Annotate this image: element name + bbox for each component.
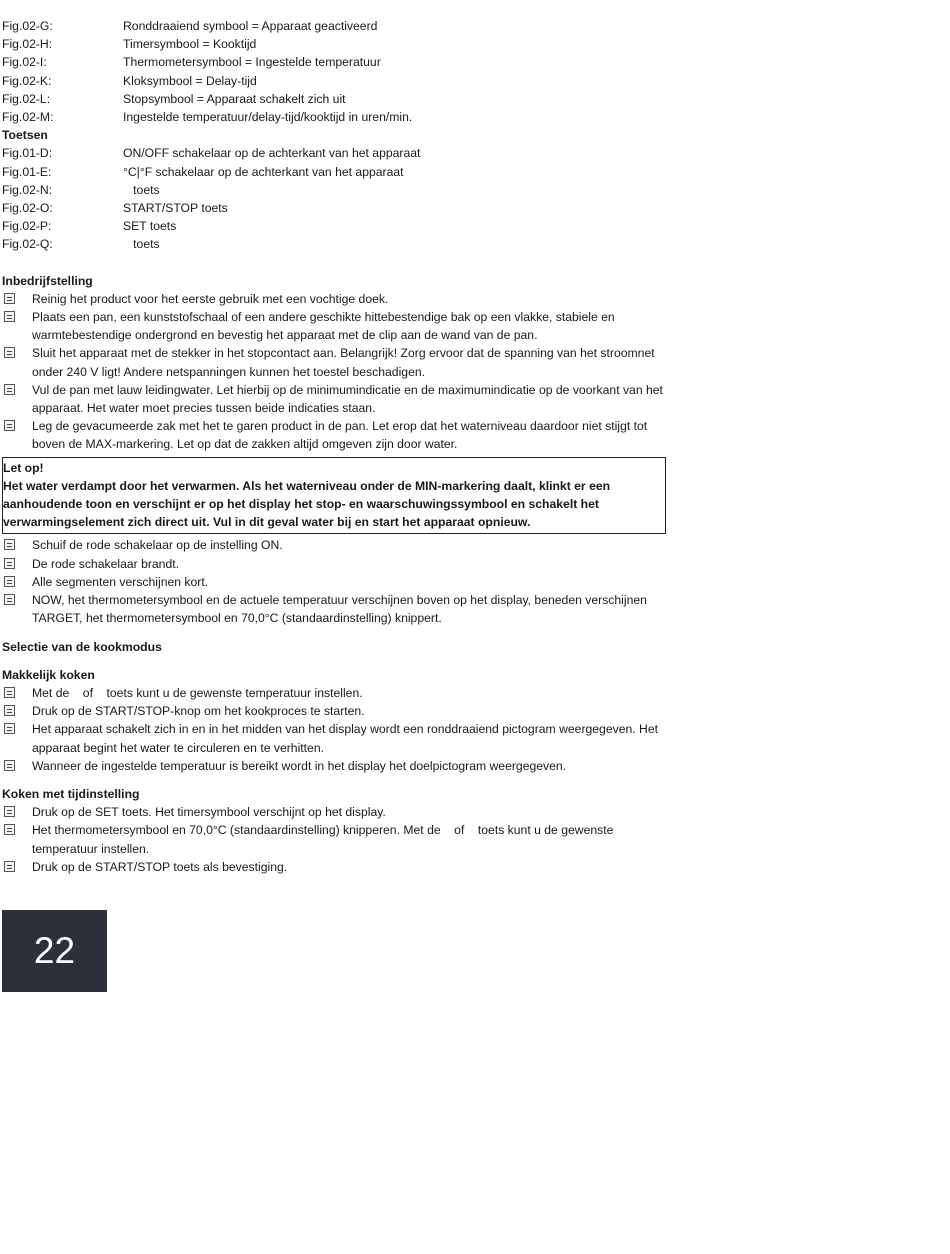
legend-row: [2, 181, 672, 199]
legend-row: [2, 163, 672, 181]
legend-text: ON/OFF schakelaar op de achterkant van het apparaat: [123, 146, 421, 161]
step-text: Het apparaat schakelt zich in en in het midden van het display wordt een ronddraaiend pictogram weergegeven. Het apparaat begint het water te circuleren en te verhitten.: [32, 722, 659, 755]
legend-row: [2, 72, 672, 90]
legend-row: [2, 53, 672, 71]
list-item: [2, 381, 672, 417]
fig-ref: Fig.01-E:: [2, 164, 52, 179]
fig-ref: Fig.02-O:: [2, 201, 53, 216]
legend-text: Stopsymbool = Apparaat schakelt zich uit: [123, 91, 346, 106]
legend-text: SET toets: [123, 219, 177, 234]
legend-text: Ingestelde temperatuur/delay-tijd/kooktijd in uren/min.: [123, 110, 413, 125]
warning-box: [2, 457, 666, 535]
step-icon: [2, 308, 32, 344]
legend-text: toets: [123, 182, 160, 197]
step-text: Sluit het apparaat met de stekker in het stopcontact aan. Belangrijk! Zorg ervoor dat de spanning van het stroomnet onder 240 V ligt! Andere netspanningen kunnen het toestel beschadigen.: [32, 346, 655, 379]
step-text: Reinig het product voor het eerste gebruik met een vochtige doek.: [32, 291, 389, 306]
step-icon: [2, 417, 32, 453]
list-item: [2, 555, 672, 573]
fig-ref: Fig.01-D:: [2, 146, 53, 161]
page-number: 22: [2, 910, 107, 992]
step-icon: [2, 591, 32, 627]
legend-row: [2, 217, 672, 235]
fig-ref: Fig.02-M:: [2, 110, 54, 125]
step-icon: [2, 684, 32, 702]
legend-row: [2, 17, 672, 35]
step-icon: [2, 344, 32, 380]
fig-ref: Fig.02-Q:: [2, 237, 53, 252]
keys-heading: Toetsen: [2, 128, 48, 143]
step-text: Alle segmenten verschijnen kort.: [32, 574, 209, 589]
timed-heading: Koken met tijdinstelling: [2, 786, 140, 801]
setup-heading: Inbedrijfstelling: [2, 273, 93, 288]
easy-steps: [2, 684, 672, 775]
step-text: Leg de gevacumeerde zak met het te garen product in de pan. Let erop dat het waterniveau daardoor niet stijgt tot boven de MAX-markering. Let op dat de zakken altijd omgeven zijn door water.: [32, 419, 648, 452]
legend-row: [2, 144, 672, 162]
list-item: [2, 720, 672, 756]
warning-text: Het water verdampt door het verwarmen. Als het waterniveau onder de MIN-markering daalt, klinkt er een aanhoudende toon en verschijnt er op het display het stop- en waarschuwingssymbool en schakelt het verwarmingselement zich direct uit. Vul in dit geval water bij en start het apparaat opnieuw.: [3, 478, 611, 530]
startup-steps: [2, 536, 672, 627]
fig-ref: Fig.02-P:: [2, 219, 52, 234]
timed-steps: [2, 803, 672, 876]
warning-title: Let op!: [3, 460, 44, 475]
list-item: [2, 290, 672, 308]
keys-legend: [2, 144, 672, 253]
step-icon: [2, 290, 32, 308]
list-item: [2, 702, 672, 720]
fig-ref: Fig.02-K:: [2, 73, 52, 88]
list-item: [2, 573, 672, 591]
list-item: [2, 858, 672, 876]
step-text: Schuif de rode schakelaar op de instelling ON.: [32, 538, 283, 553]
step-icon: [2, 381, 32, 417]
list-item: [2, 591, 672, 627]
step-text: Druk op de START/STOP toets als bevestiging.: [32, 859, 288, 874]
step-text: Met de of toets kunt u de gewenste temperatuur instellen.: [32, 685, 363, 700]
step-icon: [2, 720, 32, 756]
fig-ref: Fig.02-N:: [2, 182, 53, 197]
step-text: De rode schakelaar brandt.: [32, 556, 180, 571]
fig-ref: Fig.02-L:: [2, 91, 51, 106]
step-text: Druk op de START/STOP-knop om het kookproces te starten.: [32, 704, 365, 719]
legend-text: toets: [123, 237, 160, 252]
list-item: [2, 417, 672, 453]
legend-text: Thermometersymbool = Ingestelde temperatuur: [123, 55, 381, 70]
step-icon: [2, 702, 32, 720]
list-item: [2, 803, 672, 821]
step-icon: [2, 803, 32, 821]
step-text: Druk op de SET toets. Het timersymbool verschijnt op het display.: [32, 805, 386, 820]
fig-ref: Fig.02-H:: [2, 37, 53, 52]
step-icon: [2, 555, 32, 573]
legend-row: [2, 90, 672, 108]
legend-row: [2, 35, 672, 53]
mode-heading: Selectie van de kookmodus: [2, 639, 162, 654]
legend-text: Kloksymbool = Delay-tijd: [123, 73, 257, 88]
list-item: [2, 308, 672, 344]
step-icon: [2, 858, 32, 876]
step-icon: [2, 757, 32, 775]
fig-ref: Fig.02-G:: [2, 19, 53, 33]
step-text: Het thermometersymbool en 70,0°C (standaardinstelling) knipperen. Met de of toets kunt u de gewenste temperatuur instellen.: [32, 823, 617, 856]
legend-text: START/STOP toets: [123, 201, 228, 216]
legend-text: Timersymbool = Kooktijd: [123, 37, 257, 52]
list-item: [2, 536, 672, 554]
list-item: [2, 344, 672, 380]
step-icon: [2, 573, 32, 591]
easy-heading: Makkelijk koken: [2, 667, 95, 682]
legend-row: [2, 199, 672, 217]
step-icon: [2, 536, 32, 554]
step-text: Vul de pan met lauw leidingwater. Let hierbij op de minimumindicatie en de maximumindicatie op de voorkant van het apparaat. Het water moet precies tussen beide indicaties staan.: [32, 382, 663, 416]
legend-row: [2, 235, 672, 253]
symbol-legend: [2, 17, 672, 126]
list-item: [2, 684, 672, 702]
legend-row: [2, 108, 672, 126]
legend-text: Ronddraaiend symbool = Apparaat geactiveerd: [123, 19, 378, 33]
step-icon: [2, 821, 32, 857]
legend-text: °C|°F schakelaar op de achterkant van het apparaat: [123, 164, 404, 179]
list-item: [2, 757, 672, 775]
fig-ref: Fig.02-I:: [2, 55, 47, 70]
list-item: [2, 821, 672, 857]
step-text: Wanneer de ingestelde temperatuur is bereikt wordt in het display het doelpictogram weergegeven.: [32, 758, 567, 773]
setup-steps: [2, 290, 672, 454]
manual-page: [2, 17, 672, 876]
step-text: NOW, het thermometersymbool en de actuele temperatuur verschijnen boven op het display, beneden verschijnen TARGET, het thermometersymbool en 70,0°C (standaardinstelling) knippert.: [32, 593, 647, 626]
step-text: Plaats een pan, een kunststofschaal of een andere geschikte hittebestendige bak op een vlakke, stabiele en warmtebestendige ondergrond en bevestig het apparaat met de clip aan de wand van de pan.: [32, 310, 615, 343]
